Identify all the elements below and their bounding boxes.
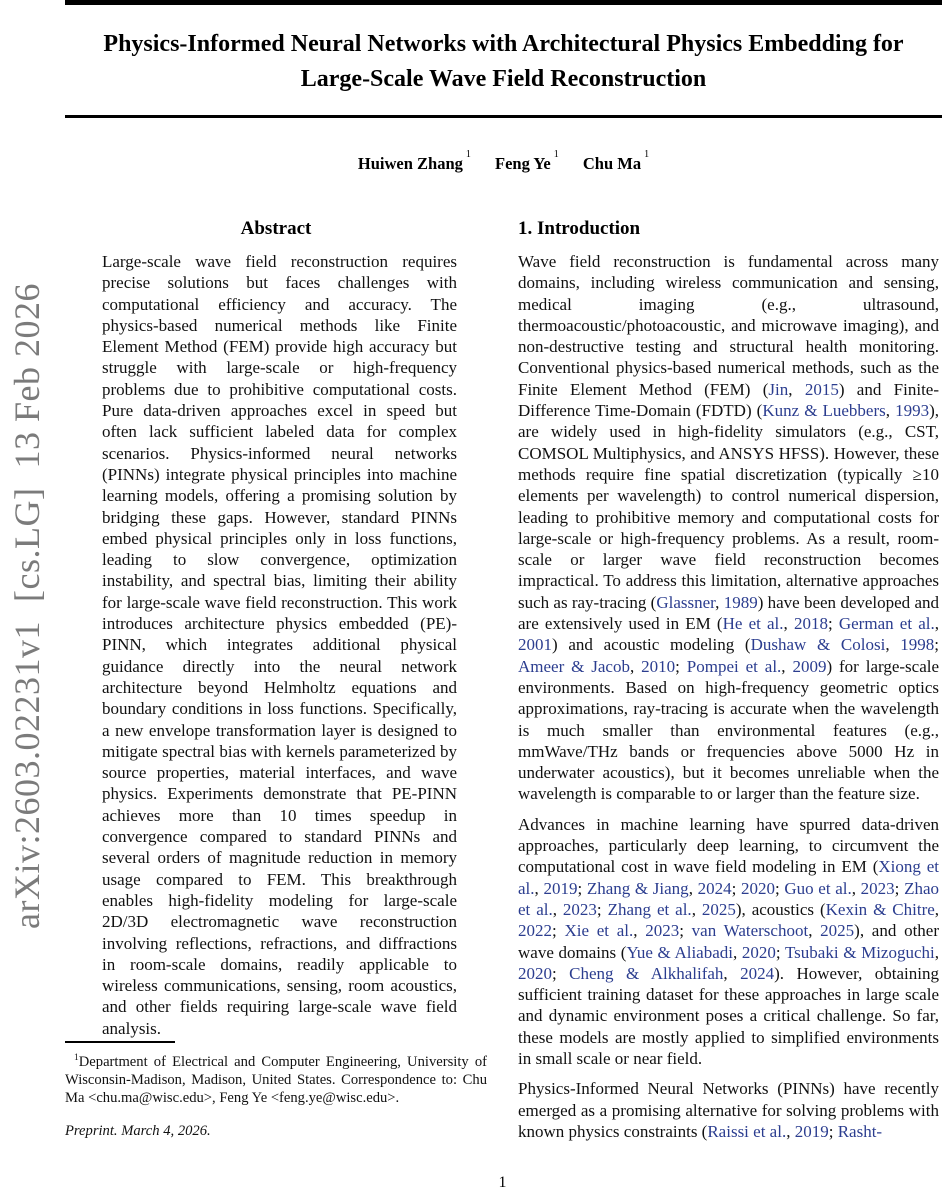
intro-paragraph-1: Wave field reconstruction is fundamental across many domains, including wireless communication and sensing, medical imaging (e.g., ultrasound, thermoacoustic/photoacoustic, and microwave imaging), and non-destructive testing and structural health monitoring. Conventional physics-based numerical methods, such as the Finite Element Method (FEM) (Jin, 2015) and Finite-Difference Time-Domain (FDTD) (Kunz & Luebbers, 1993), are widely used in high-fidelity simulators (e.g., CST, COMSOL Multiphysics, and ANSYS HFSS). However, these methods require fine spatial discretization (typically ≥10 elements per wavelength) to control numerical dispersion, leading to prohibitive memory and computational costs for large-scale or high-frequency problems. As a result, room-scale or larger wave field reconstruction becomes impractical. To address this limitation, alternative approaches such as ray-tracing (Glassner, 1989) have been developed and are extensively used in EM (He et al., 2018; German et al., 2001) and acoustic modeling (Dushaw & Colosi, 1998; Ameer & Jacob, 2010; Pompei et al., 2009) for large-scale environments. Based on high-frequency geometric optics approximations, ray-tracing is accurate when the wavelength is much smaller than environmental features (e.g., mmWave/THz bands or frequencies above 5000 Hz in underwater acoustics), but it becomes unreliable when the wavelength is comparable to or larger than the feature size. (518, 252, 940, 804)
citation-link[interactable]: 2015 (804, 379, 839, 399)
citation-link[interactable]: 2018 (793, 614, 828, 634)
citation-link[interactable]: Glassner (656, 592, 716, 612)
right-column (518, 218, 939, 1142)
citation-link[interactable]: 2024 (740, 963, 775, 983)
citation-link[interactable]: Pompei et al. (686, 656, 782, 676)
author-2-affiliation-mark: 1 (553, 148, 559, 160)
citation-link[interactable]: 2010 (641, 656, 676, 676)
author-3-affiliation-mark: 1 (644, 148, 650, 160)
citation-link[interactable]: 2022 (518, 921, 552, 941)
citation-link[interactable]: 2023 (860, 878, 895, 898)
author-1-affiliation-mark: 1 (465, 148, 471, 160)
citation-link[interactable]: Jin (768, 379, 789, 399)
citation-link[interactable]: He et al. (722, 614, 784, 634)
citation-link[interactable]: Tsubaki & Mizoguchi (784, 942, 935, 962)
citation-link[interactable]: Zhang & Jiang (586, 878, 689, 898)
citation-link[interactable]: 1998 (900, 635, 935, 655)
citation-link[interactable]: Dushaw & Colosi (750, 635, 886, 655)
citation-link[interactable]: Kunz & Luebbers (762, 401, 886, 421)
citation-link[interactable]: German et al. (838, 614, 935, 634)
citation-link[interactable]: Ameer & Jacob (518, 656, 630, 676)
footnote-rule (65, 1041, 175, 1043)
citation-link[interactable]: 2019 (794, 1121, 829, 1141)
citation-link[interactable]: 1993 (895, 401, 930, 421)
citation-link[interactable]: Kexin & Chitre (825, 899, 935, 919)
preprint-note: Preprint. March 4, 2026. (65, 1123, 211, 1140)
citation-link[interactable]: Yue & Aliabadi (626, 942, 733, 962)
citation-link[interactable]: Xie et al. (564, 921, 634, 941)
citation-link[interactable]: 2023 (562, 899, 597, 919)
citation-link[interactable]: Guo et al. (784, 878, 852, 898)
citation-link[interactable]: Raissi et al. (707, 1121, 787, 1141)
intro-paragraph-2: Advances in machine learning have spurred data-driven approaches, particularly deep learning, to circumvent the computational cost in wave field modeling in EM (Xiong et al., 2019; Zhang & Jiang, 2024; 2020; Guo et al., 2023; Zhao et al., 2023; Zhang et al., 2025), acoustics (Kexin & Chitre, 2022; Xie et al., 2023; van Waterschoot, 2025), and other wave domains (Yue & Aliabadi, 2020; Tsubaki & Mizoguchi, 2020; Cheng & Alkhalifah, 2024). However, obtaining sufficient training dataset for these approaches in large scale and dynamic environment poses a critical challenge. So far, these models are mostly applied to simplified environments in small scale or near field. (518, 814, 940, 1068)
citation-link[interactable]: 2025 (701, 899, 736, 919)
citation-link[interactable]: 2024 (697, 878, 732, 898)
citation-link[interactable]: 2009 (792, 656, 827, 676)
title-rule (65, 115, 942, 118)
citation-link[interactable]: 2025 (820, 921, 855, 941)
top-rule (65, 0, 942, 5)
title-line-1: Physics-Informed Neural Networks with Architectural Physics Embedding for (103, 31, 904, 57)
abstract-text: Large-scale wave field reconstruction requires precise solutions but faces challenges with computational efficiency and accuracy. The physics-based numerical methods like Finite Element Method (FEM) provide high accuracy but struggle with large-scale or high-frequency problems due to prohibitive computational costs. Pure data-driven approaches excel in speed but often lack sufficient labeled data for complex scenarios. Physics-informed neural networks (PINNs) integrate physical principles into machine learning models, offering a promising solution by bridging these gaps. However, standard PINNs embed physical principles only in loss functions, leading to slow convergence, optimization instability, and spectral bias, limiting their ability for large-scale wave field reconstruction. This work introduces architecture physics embedded (PE)-PINN, which integrates additional physical guidance directly into the neural network architecture beyond Helmholtz equations and boundary conditions in loss functions. Specifically, a new envelope transformation layer is designed to mitigate spectral bias with kernels parameterized by source properties, material interfaces, and wave physics. Experiments demonstrate that PE-PINN achieves more than 10 times speedup in convergence compared to standard PINNs and several orders of magnitude reduction in memory usage compared to FEM. This breakthrough enables high-fidelity modeling for large-scale 2D/3D electromagnetic wave reconstruction involving reflections, refractions, and diffractions in room-scale domains, readily applicable to wireless communications, sensing, room acoustics, and other fields requiring large-scale wave field analysis. (102, 252, 457, 1038)
author-2: Feng Ye $^1$ (495, 148, 559, 173)
citation-link[interactable]: Cheng & Alkhalifah (569, 963, 724, 983)
citation-link[interactable]: 1989 (723, 592, 758, 612)
section-heading-introduction: 1. Introduction (518, 218, 641, 239)
footnote-marker: 1 (74, 1053, 79, 1063)
citation-link[interactable]: 2019 (543, 878, 578, 898)
affiliation-footnote: $^1$Department of Electrical and Computer Engineering, University of Wisconsin-Madison, Madison, United States. Correspondence to: Chu Ma <chu.ma@wisc.edu>, Feng Ye <feng.ye@wisc.edu>. (65, 1053, 487, 1107)
citation-link[interactable]: Zhao et al. (518, 878, 939, 919)
arxiv-watermark: arXiv:2603.02231v1 [cs.LG] 13 Feb 2026 (7, 283, 47, 929)
citation-link[interactable]: Xiong et al. (518, 857, 939, 898)
citation-link[interactable]: 2020 (740, 878, 775, 898)
left-column (65, 218, 487, 1039)
citation-link[interactable]: 2020 (741, 942, 776, 962)
citation-link[interactable]: Zhang et al. (607, 899, 692, 919)
author-line (65, 148, 942, 174)
author-3: Chu Ma $^1$ (582, 148, 650, 173)
citation-link[interactable]: 2020 (518, 963, 552, 983)
citation-link[interactable]: 2001 (518, 635, 552, 655)
footnote (65, 1041, 487, 1141)
title-line-2: Large-Scale Wave Field Reconstruction (300, 66, 707, 92)
page-number: 1 (498, 1174, 507, 1191)
citation-link[interactable]: Rasht- (837, 1121, 883, 1141)
intro-paragraph-3: Physics-Informed Neural Networks (PINNs) have recently emerged as a promising alternative for solving problems with known physics constraints (Raissi et al., 2019; Rasht- (518, 1079, 939, 1141)
citation-link[interactable]: van Waterschoot (691, 921, 809, 941)
abstract-heading: Abstract (240, 218, 312, 239)
author-1: Huiwen Zhang $^1$ (357, 148, 471, 173)
citation-link[interactable]: 2023 (645, 921, 680, 941)
paper-title (65, 27, 942, 97)
